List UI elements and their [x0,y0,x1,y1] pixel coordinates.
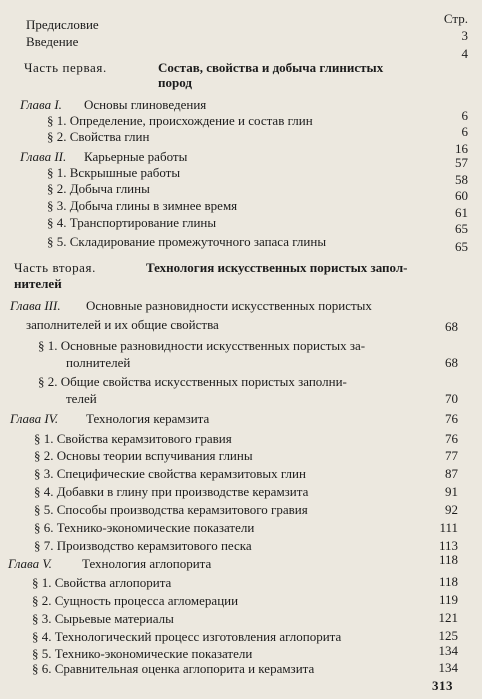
ch4-item-2-page: 77 [445,448,458,463]
ch1-label: Глава I. [20,97,62,112]
ch2-item-5: § 5. Складирование промежуточного запаса глины [47,234,327,249]
ch5-label: Глава V. [8,556,52,571]
ch3-item-2-page: 70 [445,391,458,406]
ch3-item-1-line1: § 1. Основные разновидности искусственных пористых за- [38,338,366,353]
page-number: 313 [432,678,453,693]
ch4-label: Глава IV. [10,411,59,426]
ch5-item-6: § 6. Сравнительная оценка аглопорита и керамзита [32,661,315,676]
ch5-item-6-page: 134 [438,660,458,675]
ch3-item-1-page: 68 [445,355,458,370]
ch2-item-2: § 2. Добыча глины [47,181,150,196]
ch4-item-6-page: 111 [439,520,458,535]
ch4-item-7-page: 113 [438,538,458,553]
ch4-item-5-page: 92 [445,502,458,517]
ch2-item-5-page: 65 [455,239,468,254]
ch5-item-3-page: 121 [438,610,458,625]
ch4-item-5: § 5. Способы производства керамзитового гравия [34,502,308,517]
ch1-item-2: § 2. Свойства глин [47,129,150,144]
ch3-title-line2: заполнителей и их общие свойства [26,317,219,332]
toc-page-preface: 3 [461,28,468,43]
ch1-item-2-page: 6 [461,124,468,139]
ch4-title: Технология керамзита [86,411,210,426]
ch2-item-3-page: 61 [455,205,468,220]
ch5-item-2-page: 119 [438,592,458,607]
ch5-item-1-page: 118 [438,574,458,589]
ch4-item-7: § 7. Производство керамзитового песка [34,538,252,553]
ch2-item-4-page: 65 [455,221,468,236]
toc-intro-preface: Предисловие [26,17,99,32]
part1-title-line2: пород [158,75,192,90]
toc-page-introduction: 4 [461,46,468,61]
ch2-title: Карьерные работы [84,149,188,164]
ch5-item-4: § 4. Технологический процесс изготовления аглопорита [32,629,342,644]
toc-intro-introduction: Введение [26,34,79,49]
ch4-item-3-page: 87 [445,466,458,481]
ch3-item-2-line1: § 2. Общие свойства искусственных пористых заполни- [38,374,347,389]
ch3-item-2-line2: телей [66,391,97,406]
ch4-item-4-page: 91 [445,484,458,499]
ch5-title: Технология аглопорита [82,556,212,571]
ch4-item-4: § 4. Добавки в глину при производстве керамзита [34,484,309,499]
ch1-title: Основы глиноведения [84,97,207,112]
ch4-item-1-page: 76 [445,431,458,446]
ch2-label: Глава II. [20,149,67,164]
part1-title-line1: Состав, свойства и добыча глинистых [158,60,384,75]
ch4-item-2: § 2. Основы теории вспучивания глины [34,448,253,463]
ch2-page: 57 [455,155,468,170]
part2-title-line1: Технология искусственных пористых запол- [146,260,408,275]
ch4-item-3: § 3. Специфические свойства керамзитовых глин [34,466,306,481]
ch4-page: 76 [445,411,458,426]
ch4-item-6: § 6. Технико-экономические показатели [34,520,255,535]
ch5-item-5: § 5. Технико-экономические показатели [32,646,253,661]
part1-label: Часть первая. [24,60,107,75]
part2-label: Часть вторая. [14,260,96,275]
ch1-item-1: § 1. Определение, происхождение и состав глин [47,113,313,128]
ch5-page: 118 [438,552,458,567]
ch3-page: 68 [445,319,458,334]
ch2-item-3: § 3. Добыча глины в зимнее время [47,198,238,213]
ch2-item-1-page: 58 [455,172,468,187]
ch5-item-1: § 1. Свойства аглопорита [32,575,172,590]
ch1-item-1-page: 6 [461,108,468,123]
ch2-item-2-page: 60 [455,188,468,203]
ch5-item-5-page: 134 [438,643,458,658]
ch4-item-1: § 1. Свойства керамзитового гравия [34,431,232,446]
ch3-label: Глава III. [10,298,61,313]
page-column-header: Стр. [443,11,468,26]
ch3-title-line1: Основные разновидности искусственных пористых [86,298,372,313]
ch2-item-4: § 4. Транспортирование глины [47,215,217,230]
ch1-end-page: 16 [455,141,468,156]
ch5-item-3: § 3. Сырьевые материалы [32,611,174,626]
ch2-item-1: § 1. Вскрышные работы [47,165,181,180]
ch3-item-1-line2: полнителей [66,355,131,370]
ch5-item-2: § 2. Сущность процесса агломерации [32,593,239,608]
ch5-item-4-page: 125 [438,628,458,643]
part2-title-line2: нителей [14,276,62,291]
